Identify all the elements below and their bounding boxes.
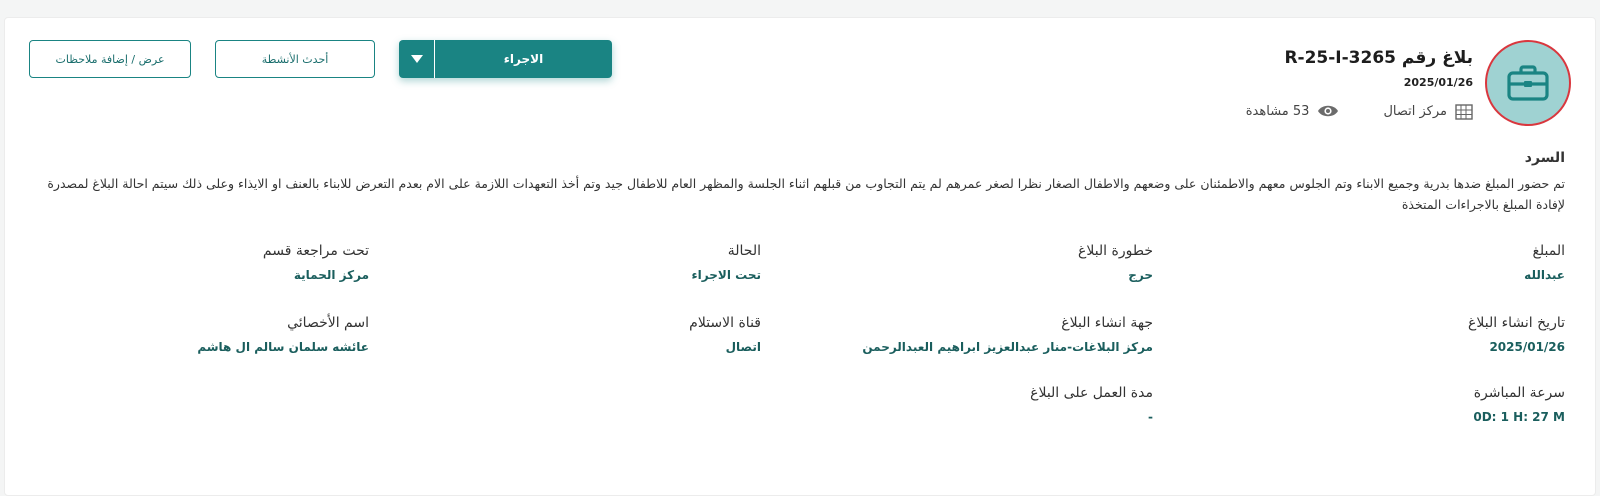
field-value: عائشه سلمان سالم ال هاشم [197,340,369,354]
field-value: 2025/01/26 [1489,340,1565,354]
field-label: اسم الأخصائي [287,315,369,331]
field-value: عبدالله [1524,268,1565,282]
report-title: بلاغ رقم R-25-I-3265 [1284,48,1473,68]
field-work-duration [1030,384,1153,425]
field-label: تاريخ انشاء البلاغ [1468,315,1565,331]
narrative-label: السرد [1524,150,1565,166]
field-label: خطورة البلاغ [1077,243,1153,259]
field-value: مركز البلاغات-منار عبدالعزيز ابراهيم العبدالرحمن [862,340,1153,354]
report-header [1284,46,1473,89]
field-label: تحت مراجعة قسم [262,243,369,259]
view-add-notes-button[interactable]: عرض / إضافة ملاحظات [29,40,191,78]
field-label: سرعة المباشرة [1473,385,1565,401]
field-label: الحالة [727,243,761,259]
channel-meta-label: مركز اتصال [1383,103,1447,119]
eye-icon [1317,103,1339,119]
field-reporter [1524,242,1565,283]
building-icon [1455,102,1473,120]
briefcase-icon [1507,65,1549,101]
field-response-speed [1473,384,1565,425]
report-card [4,17,1596,496]
latest-activities-button[interactable]: أحدث الأنشطة [215,40,375,78]
views-meta [1246,103,1340,119]
field-created-date [1468,314,1565,355]
field-created-by [862,314,1153,355]
field-value: اتصال [725,340,761,354]
field-label: مدة العمل على البلاغ [1030,385,1153,401]
channel-meta [1383,102,1473,120]
field-label: قناة الاستلام [689,315,761,331]
field-value: تحت الاجراء [691,268,761,282]
field-label: المبلغ [1532,243,1565,259]
field-channel [689,314,761,355]
field-severity [1078,242,1153,283]
action-button-label[interactable]: الاجراء [503,52,544,66]
views-count: 53 مشاهدة [1245,103,1310,119]
field-value: حرج [1128,268,1153,282]
action-bar [29,40,612,78]
field-value: مركز الحماية [293,268,369,282]
field-status [692,242,761,283]
field-label: جهة انشاء البلاغ [1061,315,1153,331]
caret-down-icon[interactable] [399,40,435,78]
report-meta [1246,102,1473,120]
action-dropdown-button[interactable] [399,40,612,78]
field-under-review [263,242,369,283]
field-specialist [197,314,369,355]
field-value: - [1148,410,1153,424]
narrative-text: تم حضور المبلغ ضدها بدرية وجميع الابناء وتم الجلوس معهم والاطمئنان على وضعهم والاطفال الصغار نظرا لصغر عمرهم لم يتم التجاوب من قبلهم اثناء الجلسة والمظهر العام للاطفال جيد وتم أخذ التعهدات اللازمة على الام بعدم التعرض للابناء بالعنف او الايذاء وعلى ذلك سيتم احالة البلاغ لمصدرة لإفادة المبلغ بالاجراءات المتخذة [47,176,1565,212]
field-value: 0D: 1 H: 27 M [1473,410,1565,424]
report-date: 2025/01/26 [1403,76,1473,89]
report-avatar [1485,40,1571,126]
